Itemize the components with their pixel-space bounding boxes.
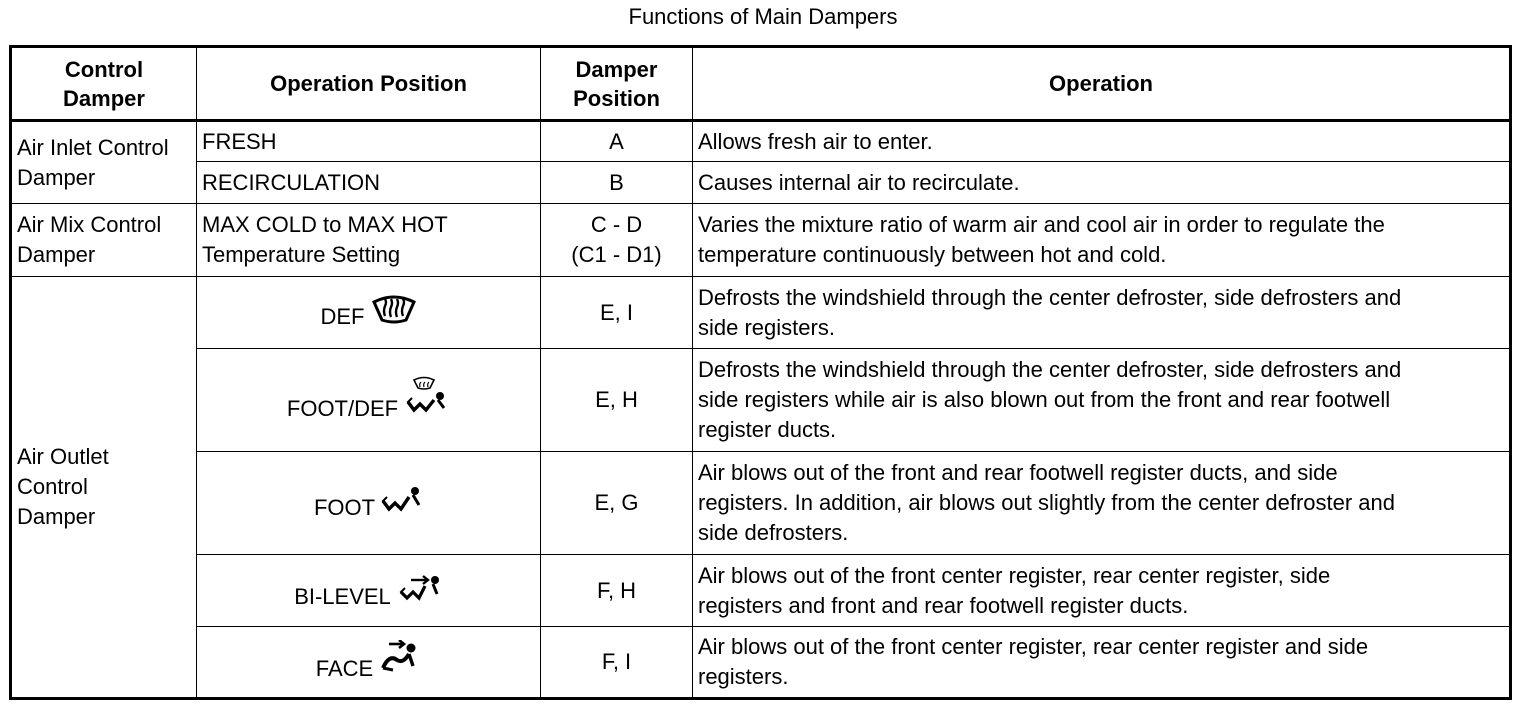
- table-row: [11, 452, 1511, 555]
- operation-cell: Air blows out of the front center register, rear center register and side registers.: [693, 627, 1511, 699]
- foot-def-icon: [404, 376, 450, 424]
- damper-cell: E, H: [541, 349, 693, 452]
- header-row: [11, 47, 1511, 121]
- damper-cell: A: [541, 121, 693, 162]
- damper-cell: F, I: [541, 627, 693, 699]
- group-air-inlet: Air Inlet Control Damper: [11, 121, 197, 204]
- foot-icon: [381, 483, 423, 523]
- damper-cell: C - D (C1 - D1): [541, 204, 693, 277]
- table-row: [11, 627, 1511, 699]
- damper-cell: F, H: [541, 555, 693, 627]
- table-row: [11, 349, 1511, 452]
- table-row: [11, 162, 1511, 204]
- position-cell: [197, 277, 541, 349]
- bi-level-icon: [397, 570, 443, 612]
- header-operation-position: Operation Position: [197, 47, 541, 121]
- damper-cell: E, I: [541, 277, 693, 349]
- position-cell: FRESH: [197, 121, 541, 162]
- operation-cell: Allows fresh air to enter.: [693, 121, 1511, 162]
- table-row: [11, 204, 1511, 277]
- operation-cell: Air blows out of the front center register, rear center register, side registers and front and rear footwell register ducts.: [693, 555, 1511, 627]
- header-damper-position: Damper Position: [541, 47, 693, 121]
- position-cell: MAX COLD to MAX HOT Temperature Setting: [197, 204, 541, 277]
- operation-cell: Defrosts the windshield through the center defroster, side defrosters and side registers while air is also blown out from the front and rear footwell register ducts.: [693, 349, 1511, 452]
- group-air-mix: Air Mix Control Damper: [11, 204, 197, 277]
- operation-cell: Varies the mixture ratio of warm air and cool air in order to regulate the temperature continuously between hot and cold.: [693, 204, 1511, 277]
- position-cell: [197, 452, 541, 555]
- operation-cell: Causes internal air to recirculate.: [693, 162, 1511, 204]
- mode-label: DEF: [320, 303, 365, 329]
- mode-label: FOOT/DEF: [286, 396, 399, 421]
- position-cell: [197, 627, 541, 699]
- table-row: [11, 121, 1511, 162]
- mode-label: FOOT: [313, 495, 376, 520]
- table-row: [11, 277, 1511, 349]
- face-icon: [379, 640, 421, 684]
- mode-label: BI-LEVEL: [294, 583, 391, 609]
- position-cell: [197, 349, 541, 452]
- operation-cell: Air blows out of the front and rear footwell register ducts, and side registers. In addition, air blows out slightly from the center defroster and side defrosters.: [693, 452, 1511, 555]
- header-operation: Operation: [693, 47, 1511, 121]
- position-cell: RECIRCULATION: [197, 162, 541, 204]
- operation-cell: Defrosts the windshield through the center defroster, side defrosters and side registers.: [693, 277, 1511, 349]
- damper-cell: E, G: [541, 452, 693, 555]
- position-cell: [197, 555, 541, 627]
- page-title: Functions of Main Dampers: [628, 4, 898, 29]
- group-air-outlet: Air Outlet Control Damper: [11, 277, 197, 699]
- mode-label: FACE: [315, 656, 374, 681]
- damper-cell: B: [541, 162, 693, 204]
- dampers-table: [9, 45, 1512, 700]
- def-icon: [371, 294, 417, 332]
- table-row: [11, 555, 1511, 627]
- header-control-damper: Control Damper: [11, 47, 197, 121]
